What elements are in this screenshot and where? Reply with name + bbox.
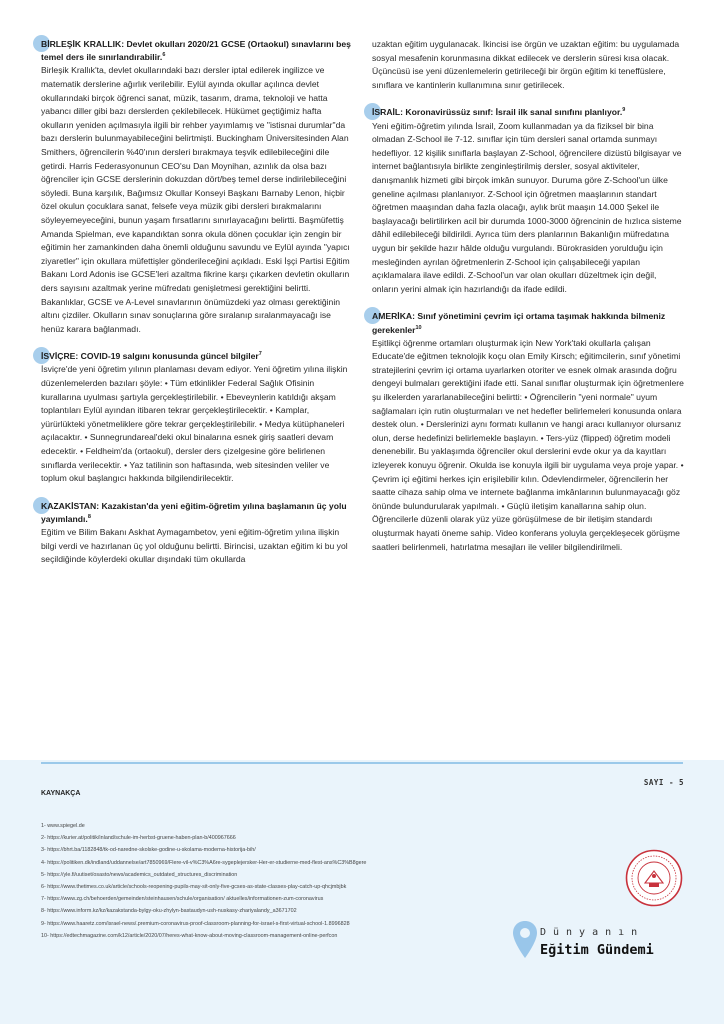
brand-top-text: Dünyanın (540, 927, 645, 938)
switzerland-heading (41, 350, 352, 363)
brand-logo (510, 920, 690, 980)
israel-heading (372, 106, 684, 119)
switzerland-body: İsviçre'de yeni öğretim yılının planlaması devam ediyor. Yeni öğretim yılına ilişkin düzenlemelerden bazıları şöyle: • Tüm etkinlikler Federal Sağlık Ofisinin kurallarına uyulması şartıyla gerçekleştirilebilir. • Ebeveynlerin katıldığı akşam toplantıları Eylül ayından itibaren tekrar gerçekleştirilecektir. • Kamplar, yürürlükteki yönetmeliklere göre tekrar gerçekleştirilebilir. • Medya kütüphaneleri açılacaktır. • Sunnegrundareal'deki okul binalarına esnek giriş saatleri devam edecektir. • Feldheim'da (ortaokul), dersler ders çizelgesine göre belirlenen sınıflarda verilecektir. • Yaz tatilinin son haftasında, web sitesinden veliler ve toplum okul başlangıcı hakkında bilgilendirilecektir. (41, 364, 348, 484)
left-column (41, 38, 352, 581)
america-section (372, 310, 684, 554)
kazakhstan-body: Eğitim ve Bilim Bakanı Askhat Aymagambetov, yeni eğitim-öğretim yılına ilişkin bilgi verdi ve hazırlanan üç yol olduğunu belirtti. Birincisi, uzaktan eğitim ki bu yol seçildiğinde köylerdeki okullar dışındaki tüm okullarda (41, 527, 348, 565)
source-item[interactable]: 7- https://www.zg.ch/behoerden/gemeinden/steinhausen/schule/organisation/ aktuelles/informationen-zum-coronavirus (41, 896, 324, 903)
america-heading-text: AMERİKA: Sınıf yönetimini çevrim içi ortama taşımak hakkında bilmeniz gerekenler (372, 311, 666, 335)
uk-heading-text: BİRLEŞİK KRALLIK: Devlet okulları 2020/21 GCSE (Ortaokul) sınavlarını beş temel ders ile sınırlandırabilir. (41, 39, 351, 63)
switzerland-heading-text: İSVİÇRE: COVID-19 salgını konusunda güncel bilgiler (41, 351, 259, 362)
source-item[interactable]: 5- https://yle.fi/uutiset/osasto/news/academics_outdated_structures_discrimination (41, 871, 238, 878)
israel-body: Yeni eğitim-öğretim yılında İsrail, Zoom kullanmadan ya da fiziksel bir bina olmadan Z-School ile 7-12. sınıflar için tüm dersleri sanal ortamda sunmayı hedefliyor. 12 kişilik sınıflarla başlayan Z-School, öğrencilere dizüstü bilgisayar ve internet bağlantısıyla birlikte zenginleştirilmiş dersler, sosyal aktiviteler, danışmanlık hizmeti gibi birçok imkân sunuyor. Duruma göre Z-School'un ülke geneline açılması planlanıyor. Z-School için öğretmen maaşlarının standart öğretmen maaşından daha fazla olacağı, aylık brüt maaşın 14.000 Şekel ile başlayacağı belirtilirken acil bir durumda 1000-3000 öğrencinin de hızlıca sisteme dâhil edilebileceği bildirildi. Ayrıca tüm ders planlarının Bakanlığın müfredatına uygun bir şekilde hazır hâlde olduğu vurgulandı. Bürokrasiden yorulduğu için mesleğinden ayrılan öğretmenlerin Z-School için çalışabileceği yapılan açıklamalara ilave edildi. Z-School'un var olan okulları düzeltmek için değil, onların yerini almak için hazırlandığı da ifade edildi. (372, 120, 682, 294)
uk-section (41, 38, 352, 336)
uk-heading (41, 38, 352, 64)
kazakhstan-continued-body: uzaktan eğitim uygulanacak. İkincisi ise örgün ve uzaktan eğitim: bu uygulamada sosyal mesafenin korunmasına dikkat edilecek ve derslerin süresi kısa olacak. Üçüncüsü ise yeni düzenlemelerin getirileceği bir örgün eğitim ki teneffüslere, sınıflara ve kantinlerin kullanımına sınır getirilecek. (372, 39, 680, 90)
kazakhstan-heading (41, 500, 352, 526)
switzerland-ref: 7 (258, 351, 262, 358)
source-item[interactable]: 2- https://kurier.at/politik/inland/schule-im-herbst-gruene-haben-plan-b/400967666 (41, 835, 236, 842)
america-body: Eşitlikçi öğrenme ortamları oluşturmak için New York'taki okullarla çalışan Educate'de eğitmen teknolojik koçu olan Emily Kirsch; eğitimcilerin, sınıf yönetimi stratejilerini çevrim içi ortama uyarlarken otoriter ve esnek olmak arasında doğru dengeyi bulmaları gerektiğini ifade etti. Sanal sınıflar oluşturmak için öğretmenlere şu ilkelerden yararlanabileceğini belirtti: • Öğrencilerin "yeni normale" uyum sağlamaları için rutin oluşturmaları ve net hedefler belirlemeleri konusunda onlara destek olun. • Derslerinizi aynı formatı kullanın ve hangi aracı kullanıyor olursanız olun, derse hedefinizi belirlemekle başlayın. • Ters-yüz (flipped) öğretim modeli denenebilir. Bu yaklaşımda öğrenciler okul derslerini evde okur ya da kayıtları izleyerek konuyu öğrenir. Okulda ise konuyla ilgili bir uygulama veya proje yapar. • Çevrim içi eğitimi herkes için erişilebilir kılın. Ödevlendirmeler, öğrencilerin her saatte cihaza sahip olma ve internete bağlanma imkânlarının bulunmayacağı göz önünde bulundurularak yapılmalı. • Güçlü iletişim kanallarına sahip olun. Öğrencilerle düzenli olarak yüz yüze görüşülmese de bir iletişim standardı oluşturmak hayati öneme sahip. Video konferans yoluyla gerçekleşecek görüşme saatleri belirlenmeli, hatırlatma mesajları ile veliler bilgilendirilmeli. (372, 337, 684, 552)
sources-title: KAYNAKÇA (41, 790, 81, 797)
location-pin-icon (512, 920, 538, 960)
ministry-seal-icon (625, 849, 683, 907)
sources-list (41, 820, 511, 942)
uk-body: Birleşik Krallık'ta, devlet okullarındaki bazı dersler iptal edilerek ingilizce ve matematik derslerine ağırlık verilebilir. Eylül ayında okullar açılınca devlet okullarındaki birçok öğrenci sanat, müzik, tasarım, drama, teknoloji ve hatta yabancı diller gibi bazı derslerden çekilebilecek. Hükümet geçtiğimiz hafta okulların yeniden açılmasıyla ilgili bir rehber yayımlamış ve "istisnai durumlar"da bazı derslerin bulunmayabileceğini belirtmişti. Buckingham Üniversitesinden Alan Smithers, öğrencilerin %40'ının dersleri bırakmaya teşvik edilebileceğini dile getirdi. Harris Federasyonunun CEO'su Dan Moynihan, azınlık da olsa bazı öğrenciler için GCSE derslerinin dokuzdan dört/beş temel derse indirilebileceğini söyledi. Buna karşılık, Bağımsız Okullar Konseyi Başkanı Barnaby Lenon, hiçbir özel okulun çocuklara sanat, felsefe veya müzik gibi dersleri bırakmalarını söyleyemeyeceğini, bunun yaşam fırsatlarını sınırlayacağını belirtti. Başmüfettiş Amanda Spielman, eve kapandıktan sonra okula dönen çocuklar için zengin bir eğitimin her zamankinden daha önemli olduğunu savundu ve Eylül ayında "yapıcı ziyaretler" için okullara müfettişler gönderileceğini açıkladı. Eski İşçi Partisi Eğitim Bakanı Lord Adonis ise GCSE'leri azaltma fikrine karşı çıkarken devletin okulların ders sayısını azaltmak yerine müfredatı genişletmesi gerektiğini belirtti. Bakanlıklar, GCSE ve A-Level sınavlarının önümüzdeki yaz olması gerektiğinin altını çizdiler. Okulların sınav sonuçlarına göre sıralanıp sıralanmayacağı ise henüz karara bağlanmadı. (41, 65, 350, 334)
america-heading (372, 310, 684, 336)
uk-ref: 6 (162, 52, 166, 59)
kazakhstan-section (41, 500, 352, 567)
source-item[interactable]: 10- https://edtechmagazine.com/k12/article/2020/07/heres-what-know-about-moving-classroom-management-online-perfcon (41, 932, 338, 939)
israel-heading-text: İSRAİL: Koronavirüssüz sınıf: İsrail ilk sanal sınıfını planlıyor. (372, 107, 623, 118)
right-column (372, 38, 684, 568)
source-item[interactable]: 8- https://www.inform.kz/kz/kazakstanda-bylgy-oku-zhylyn-bastaudyn-ush-nuskasy-zhariyalandy_a3671702 (41, 908, 297, 915)
kazakhstan-heading-text: KAZAKİSTAN: Kazakistan'da yeni eğitim-öğretim yılına başlamanın üç yolu yayımlandı. (41, 500, 347, 525)
brand-bottom-text: Eğitim Gündemi (540, 942, 654, 958)
israel-section (372, 106, 684, 296)
page-number: SAYI - 5 (643, 778, 684, 787)
source-item[interactable]: 9- https://www.haaretz.com/israel-news/.premium-coronavirus-proof-classroom-planning-for-israel-s-first-virtual-school-1.8996828 (41, 920, 350, 927)
source-item[interactable]: 4- https://politiken.dk/indland/uddannelse/art7850969/Flere-vil-v%C3%A6re-sygeplejersker-Her-er-studierne-med-flest-ans%C3%B8gere (41, 859, 367, 866)
source-item[interactable]: 1- www.spiegel.de (41, 823, 85, 829)
source-item[interactable]: 3- https://bhrt.ba/1182848/tk-od-naredne-skolske-godine-u-skolama-moderna-historija-bih/ (41, 847, 256, 854)
switzerland-section (41, 350, 352, 486)
israel-ref: 9 (622, 107, 626, 114)
kazakhstan-continued-section (372, 38, 684, 92)
america-ref: 10 (415, 324, 422, 331)
source-item[interactable]: 6- https://www.thetimes.co.uk/article/schools-reopening-pupils-may-sit-only-five-gcses-as-state-classes-play-catch-up-qhcjmbjbk (41, 884, 347, 891)
kazakhstan-ref: 8 (87, 514, 91, 521)
footer-divider (41, 762, 683, 764)
